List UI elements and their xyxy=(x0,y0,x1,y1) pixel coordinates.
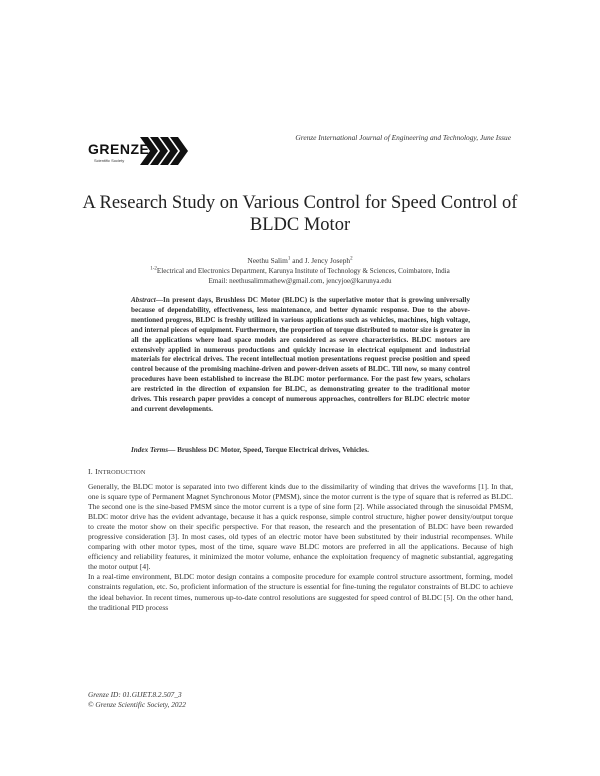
abstract xyxy=(131,296,470,415)
journal-name: Grenze International Journal of Engineering and Technology, June Issue xyxy=(295,133,511,142)
paper-title: A Research Study on Various Control for Speed Control of BLDC Motor xyxy=(82,193,518,235)
section-rest: NTRODUCTION xyxy=(97,469,146,476)
paragraph-2: In a real-time environment, BLDC motor design contains a composite procedure for example control structure assortment, forming, model constraints regulation, etc. So, proficient information of the structure is essential for fine-tuning the regulator constraints of BLDC to achieve the ideal behavior. In recent times, numerous up-to-date control resolutions are suggested for speed control of BLDC [5]. On the other hand, the traditional PID process xyxy=(88,572,513,612)
footer xyxy=(88,690,186,710)
logo-subtext: Scientific Society xyxy=(94,158,125,163)
paragraph-1: Generally, the BLDC motor is separated into two different kinds due to the dissimilarity of winding that drives the waveforms [1]. In that, one is square type of Permanent Magnet Synchronous Motor (PMSM), since the motor current is the type of square that is referred as BLDC. The second one is the sine-based PMSM since the motor current is a type of sine form [2]. While associated through the sinusoidal PMSM, BLDC motor drive has the evident advantage, because it has a quick response, simple control structure, higher power density/output torque to create the motor show on their specific perspective. For that reason, the research and the presentation of BLDC have been rewarded progressive consideration [3]. In most cases, old types of an electric motor have been substituted by their industrial recompenses. While comparing with other motor types, most of the time, square wave BLDC motors are preferred in all the applications. Because of high efficiency and reliability features, it minimized the motor volume, enhance the exploitation frequency of magnetic substantial, aggregating the motor output [4]. xyxy=(88,482,513,572)
index-terms-lead: Index Terms xyxy=(131,446,169,454)
authors-line xyxy=(0,256,600,265)
section-heading xyxy=(88,467,146,476)
author-2: J. Jency Joseph xyxy=(304,256,351,265)
section-number: I. xyxy=(88,467,96,476)
grenze-id: Grenze ID: 01.GIJET.8.2.507_3 xyxy=(88,690,182,699)
logo-chevrons-icon xyxy=(140,135,188,167)
section-initial: I xyxy=(95,467,98,476)
abstract-lead: Abstract xyxy=(131,296,156,304)
author-2-sup: 2 xyxy=(350,256,353,262)
author-1-sup: 1 xyxy=(287,256,291,262)
copyright: © Grenze Scientific Society, 2022 xyxy=(88,700,186,709)
affiliation-text: Electrical and Electronics Department, Karunya Institute of Technology & Sciences, Coimbatore, India xyxy=(156,267,450,275)
affiliation xyxy=(0,267,600,275)
grenze-logo xyxy=(88,135,188,169)
affiliation-sup: 1-2 xyxy=(150,266,157,272)
author-emails: Email: neethusalimmathew@gmail.com, jencyjoe@karunya.edu xyxy=(208,277,392,285)
abstract-text: —In present days, Brushless DC Motor (BLDC) is the superlative motor that is growing universally because of dependability, effectiveness, less maintenance, and better dynamic response. Due to the above-mentioned progress, BLDC is freshly utilized in various applications such as vehicles, machines, high voltage, and internal pieces of equipment. Furthermore, the proportion of torque distributed to motor size is greater in all the applications where load space models are considered as severe characteristics. BLDC motors are extensively applied in numerous productions and quickly increase in electrical equipment and industrial materials for electrical drives. The recent intellectual motion presentations request precise position and speed control because of the promising machine-driven and power-driven assets of BLDC. Till now, so many control procedures have been established to increase the BLDC motor performance. For the past few years, scholars are restricted in the direction of expansion for BLDC, as demonstrating greater to the traditional motor drives. This research paper provides a concept of numerous approaches, controllers for BLDC electric motor and current developments. xyxy=(131,296,470,413)
index-terms xyxy=(131,446,470,454)
body-text xyxy=(88,482,513,613)
author-1: Neethu Salim xyxy=(247,256,288,265)
authors-and: and xyxy=(290,256,305,265)
logo-text: GRENZE xyxy=(88,141,150,157)
index-terms-text: — Brushless DC Motor, Speed, Torque Electrical drives, Vehicles. xyxy=(168,446,369,454)
